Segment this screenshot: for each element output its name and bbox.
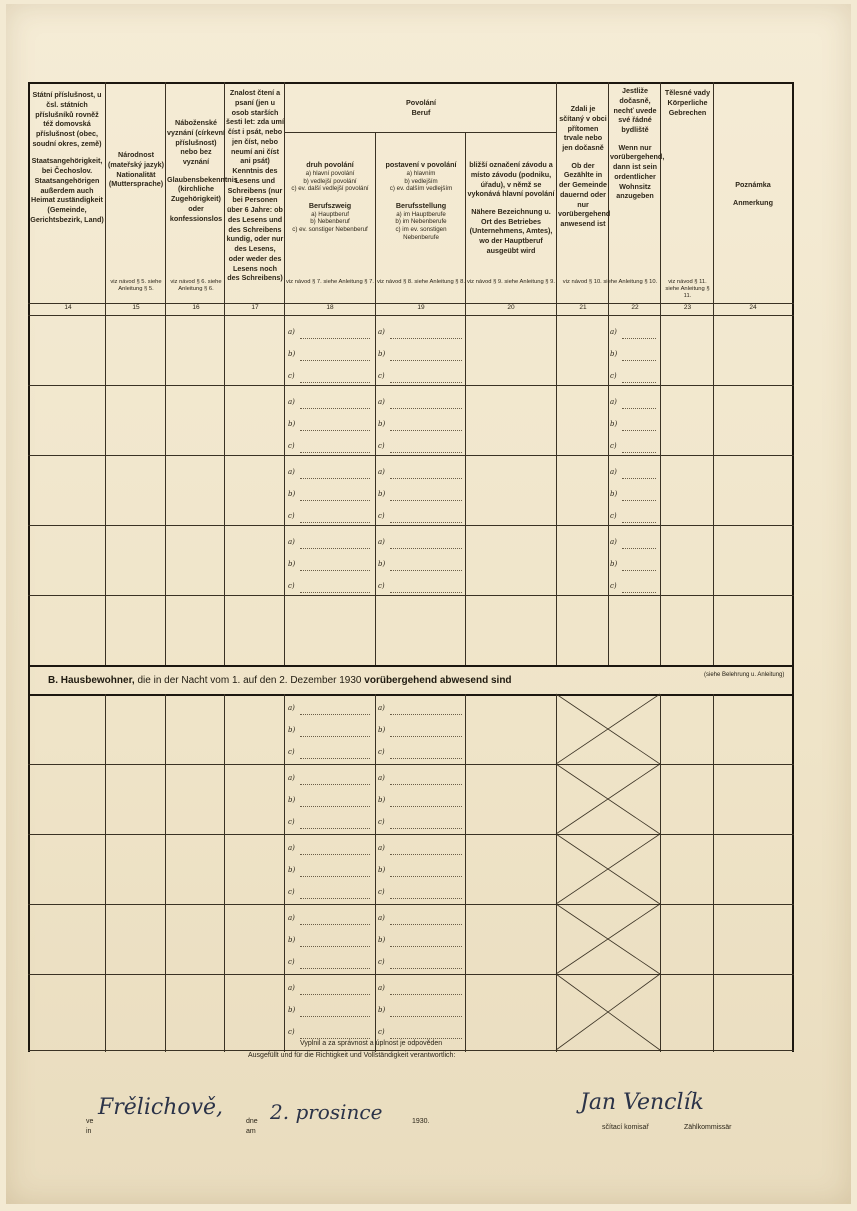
row-label: c) bbox=[288, 958, 295, 966]
row-label: a) bbox=[378, 844, 385, 852]
entry-line[interactable] bbox=[622, 338, 656, 339]
col23-ref: viz návod § 11. siehe Anleitung § 11. bbox=[665, 279, 710, 299]
col19-header: postavení v povolání a) hlavním b) vedlejším c) ev. dalším vedlejším Berufsstellung a) im Hauptberufe b) im Nebenberufe c) im ev. sonstigen Nebenberufe bbox=[385, 160, 457, 241]
col-number: 19 bbox=[417, 304, 425, 311]
row-label: b) bbox=[378, 796, 386, 804]
entry-line[interactable] bbox=[300, 548, 370, 549]
entry-line[interactable] bbox=[390, 1016, 462, 1017]
entry-line[interactable] bbox=[300, 360, 370, 361]
row-label: c) bbox=[378, 512, 385, 520]
entry-line[interactable] bbox=[390, 968, 462, 969]
signature: Jan Venclík bbox=[580, 1090, 704, 1115]
row-label: c) bbox=[610, 372, 617, 380]
col15-ref: viz návod § 5. siehe Anleitung § 5. bbox=[110, 279, 162, 292]
entry-line[interactable] bbox=[300, 452, 370, 453]
row-label: b) bbox=[378, 726, 386, 734]
row-label: a) bbox=[610, 538, 617, 546]
row-label: b) bbox=[288, 1006, 296, 1014]
row-label: b) bbox=[378, 866, 386, 874]
entry-line[interactable] bbox=[390, 382, 462, 383]
entry-line[interactable] bbox=[300, 758, 370, 759]
entry-line[interactable] bbox=[622, 570, 656, 571]
entry-line[interactable] bbox=[390, 452, 462, 453]
row-label: b) bbox=[610, 560, 618, 568]
row-label: a) bbox=[288, 468, 295, 476]
section-b-note: (siehe Belehrung u. Anleitung) bbox=[704, 672, 785, 678]
col16-header: Náboženské vyznání (církevní příslušnost) nebo bez vyznání Glaubensbekenntnis (kirchliche Zugehörigkeit) oder konfessionslos bbox=[167, 118, 238, 223]
row-label: c) bbox=[288, 748, 295, 756]
footer-dne: dne bbox=[246, 1118, 258, 1125]
col-number: 20 bbox=[507, 304, 515, 311]
row-label: c) bbox=[610, 512, 617, 520]
entry-line[interactable] bbox=[300, 784, 370, 785]
row-label: c) bbox=[378, 372, 385, 380]
row-label: a) bbox=[378, 914, 385, 922]
entry-line[interactable] bbox=[300, 946, 370, 947]
entry-line[interactable] bbox=[390, 806, 462, 807]
crossed-out-cells bbox=[556, 694, 660, 1050]
entry-line[interactable] bbox=[390, 784, 462, 785]
row-label: c) bbox=[378, 888, 385, 896]
col18-header: druh povolání a) hlavní povolání b) vedlejší povolání c) ev. další vedlejší povolání Berufszweig a) Hauptberuf b) Nebenberuf c) ev. sonstiger Nebenberuf bbox=[291, 160, 369, 233]
col23-header: Tělesné vady Körperliche Gebrechen bbox=[664, 88, 711, 117]
entry-line[interactable] bbox=[300, 1038, 370, 1039]
entry-line[interactable] bbox=[622, 592, 656, 593]
row-label: a) bbox=[378, 328, 385, 336]
row-label: b) bbox=[378, 936, 386, 944]
row-label: b) bbox=[610, 420, 618, 428]
entry-line[interactable] bbox=[622, 382, 656, 383]
row-label: a) bbox=[610, 468, 617, 476]
row-label: a) bbox=[288, 914, 295, 922]
row-label: b) bbox=[378, 1006, 386, 1014]
row-label: b) bbox=[378, 490, 386, 498]
povolani-header: Povolání Beruf bbox=[406, 98, 436, 117]
row-label: b) bbox=[288, 796, 296, 804]
row-label: c) bbox=[378, 582, 385, 590]
row-label: c) bbox=[378, 818, 385, 826]
entry-line[interactable] bbox=[622, 522, 656, 523]
entry-line[interactable] bbox=[300, 478, 370, 479]
place-handwritten: Frělichově, bbox=[98, 1095, 224, 1120]
row-label: b) bbox=[378, 420, 386, 428]
col-number: 16 bbox=[192, 304, 200, 311]
entry-line[interactable] bbox=[390, 548, 462, 549]
footer-kommissar: Zählkommissär bbox=[684, 1124, 732, 1131]
row-label: a) bbox=[378, 704, 385, 712]
row-label: a) bbox=[378, 468, 385, 476]
row-label: a) bbox=[288, 844, 295, 852]
col-number: 18 bbox=[326, 304, 334, 311]
entry-line[interactable] bbox=[300, 994, 370, 995]
entry-line[interactable] bbox=[390, 924, 462, 925]
section-b-heading bbox=[28, 666, 794, 694]
entry-line[interactable] bbox=[300, 570, 370, 571]
entry-line[interactable] bbox=[622, 360, 656, 361]
row-label: a) bbox=[378, 984, 385, 992]
col20-ref: viz návod § 9. siehe Anleitung § 9. bbox=[467, 279, 555, 285]
entry-line[interactable] bbox=[390, 876, 462, 877]
col-number: 17 bbox=[251, 304, 259, 311]
entry-line[interactable] bbox=[300, 968, 370, 969]
col21-header: Zdali je sčítaný v obci přítomen trvale nebo jen dočasně Ob der Gezählte in der Gemeinde dauernd oder nur vorübergehend anwesend ist bbox=[558, 104, 611, 228]
col16-ref: viz návod § 6. siehe Anleitung § 6. bbox=[170, 279, 222, 292]
row-label: a) bbox=[378, 538, 385, 546]
row-label: b) bbox=[288, 490, 296, 498]
row-label: a) bbox=[288, 984, 295, 992]
col14-header: Státní příslušnost, u čsl. státních příslušníků rovněž též domovská příslušnost (obec, soudní okres, země) Staatsangehörigkeit, bei Čechoslov. Staatsangehörigen außerdem auch Heimat zuständigkeit (Gemeinde, Gerichtsbezirk, Land) bbox=[30, 90, 104, 224]
entry-line[interactable] bbox=[300, 522, 370, 523]
col17-header: Znalost čtení a psaní (jen u osob starších šesti let: zda umí číst i psát, nebo jen číst, nebo neumí ani číst ani psát) Kenntnis des Lesens und Schreibens (nur bei Personen über 6 Jahre: ob des Lesens und des Schreibens kundig, oder nur des Lesens, oder weder des Lesens noch des Schreibens) bbox=[226, 88, 284, 283]
entry-line[interactable] bbox=[300, 898, 370, 899]
entry-line[interactable] bbox=[300, 1016, 370, 1017]
row-label: a) bbox=[288, 328, 295, 336]
row-label: c) bbox=[378, 442, 385, 450]
entry-line[interactable] bbox=[390, 408, 462, 409]
entry-line[interactable] bbox=[300, 408, 370, 409]
entry-line[interactable] bbox=[390, 360, 462, 361]
row-label: b) bbox=[288, 420, 296, 428]
entry-line[interactable] bbox=[390, 758, 462, 759]
entry-line[interactable] bbox=[390, 338, 462, 339]
row-label: c) bbox=[288, 582, 295, 590]
entry-line[interactable] bbox=[300, 382, 370, 383]
entry-line[interactable] bbox=[390, 1038, 462, 1039]
entry-line[interactable] bbox=[622, 500, 656, 501]
row-label: b) bbox=[378, 350, 386, 358]
entry-line[interactable] bbox=[622, 452, 656, 453]
entry-line[interactable] bbox=[390, 946, 462, 947]
row-label: c) bbox=[378, 1028, 385, 1036]
row-label: c) bbox=[288, 888, 295, 896]
entry-line[interactable] bbox=[622, 408, 656, 409]
row-label: b) bbox=[610, 490, 618, 498]
col24-header: Poznámka Anmerkung bbox=[733, 180, 773, 207]
entry-line[interactable] bbox=[390, 430, 462, 431]
row-label: a) bbox=[288, 398, 295, 406]
row-label: b) bbox=[288, 560, 296, 568]
col22-header: Jestliže dočasně, nechť uvede své řádné bydliště Wenn nur vorübergehend, dann ist sein ordentlicher Wohnsitz anzugeben bbox=[610, 86, 665, 201]
row-label: a) bbox=[288, 538, 295, 546]
entry-line[interactable] bbox=[300, 500, 370, 501]
entry-line[interactable] bbox=[390, 854, 462, 855]
footer-year: 1930. bbox=[412, 1118, 430, 1125]
row-label: c) bbox=[378, 748, 385, 756]
col-number: 22 bbox=[631, 304, 639, 311]
footer-line1: Vyplnil a za správnost a úplnost je odpověden bbox=[300, 1040, 443, 1047]
col19-ref: viz návod § 8. siehe Anleitung § 8. bbox=[377, 279, 465, 285]
row-label: b) bbox=[288, 866, 296, 874]
row-label: c) bbox=[288, 372, 295, 380]
section-b-emphasis: vorübergehend abwesend sind bbox=[364, 675, 512, 686]
entry-line[interactable] bbox=[390, 898, 462, 899]
entry-line[interactable] bbox=[300, 828, 370, 829]
entry-line[interactable] bbox=[390, 522, 462, 523]
entry-line[interactable] bbox=[390, 592, 462, 593]
entry-line[interactable] bbox=[390, 736, 462, 737]
entry-line[interactable] bbox=[390, 570, 462, 571]
col20-header: bližší označení závodu a místo závodu (podniku, úřadu), v němž se vykonává hlavní povolání Nähere Bezeichnung u. Ort des Betriebes (Unternehmens, Amtes), wo der Hauptberuf ausgeübt wird bbox=[467, 160, 555, 255]
entry-line[interactable] bbox=[390, 500, 462, 501]
row-label: c) bbox=[610, 582, 617, 590]
entry-line[interactable] bbox=[300, 876, 370, 877]
section-b-subtitle: die in der Nacht vom 1. auf den 2. Dezember 1930 bbox=[137, 675, 362, 686]
entry-line[interactable] bbox=[390, 714, 462, 715]
section-b-title: B. Hausbewohner, bbox=[48, 675, 135, 686]
entry-line[interactable] bbox=[300, 806, 370, 807]
date-handwritten: 2. prosince bbox=[270, 1100, 383, 1124]
row-label: c) bbox=[288, 1028, 295, 1036]
col-number: 15 bbox=[132, 304, 140, 311]
entry-line[interactable] bbox=[300, 736, 370, 737]
footer-am: am bbox=[246, 1128, 256, 1135]
entry-line[interactable] bbox=[300, 338, 370, 339]
row-label: c) bbox=[288, 512, 295, 520]
entry-line[interactable] bbox=[300, 714, 370, 715]
entry-line[interactable] bbox=[622, 430, 656, 431]
footer-line2: Ausgefüllt und für die Richtigkeit und Vollständigkeit verantwortlich: bbox=[248, 1052, 456, 1059]
col15-header: Národnost (mateřský jazyk) Nationalität (Muttersprache) bbox=[108, 150, 164, 189]
entry-line[interactable] bbox=[622, 548, 656, 549]
entry-line[interactable] bbox=[390, 478, 462, 479]
row-label: c) bbox=[288, 442, 295, 450]
entry-line[interactable] bbox=[390, 828, 462, 829]
col18-ref: viz návod § 7. siehe Anleitung § 7. bbox=[286, 279, 374, 285]
row-label: b) bbox=[610, 350, 618, 358]
row-label: c) bbox=[378, 958, 385, 966]
col-number: 21 bbox=[579, 304, 587, 311]
row-label: a) bbox=[610, 328, 617, 336]
col21-ref: viz návod § 10. siehe Anleitung § 10. bbox=[562, 279, 658, 285]
row-label: a) bbox=[378, 774, 385, 782]
entry-line[interactable] bbox=[390, 994, 462, 995]
row-label: b) bbox=[288, 726, 296, 734]
col-number: 24 bbox=[749, 304, 757, 311]
row-label: b) bbox=[378, 560, 386, 568]
col-number: 23 bbox=[683, 304, 692, 311]
footer-ve: ve bbox=[86, 1118, 94, 1125]
row-label: b) bbox=[288, 350, 296, 358]
entry-line[interactable] bbox=[300, 854, 370, 855]
entry-line[interactable] bbox=[300, 924, 370, 925]
entry-line[interactable] bbox=[622, 478, 656, 479]
row-label: a) bbox=[378, 398, 385, 406]
row-label: c) bbox=[288, 818, 295, 826]
entry-line[interactable] bbox=[300, 592, 370, 593]
row-label: a) bbox=[610, 398, 617, 406]
row-label: c) bbox=[610, 442, 617, 450]
footer-in: in bbox=[86, 1128, 92, 1135]
col-number: 14 bbox=[64, 304, 72, 311]
footer-komisar: sčítací komisař bbox=[602, 1124, 649, 1131]
row-label: b) bbox=[288, 936, 296, 944]
row-label: a) bbox=[288, 704, 295, 712]
entry-line[interactable] bbox=[300, 430, 370, 431]
row-label: a) bbox=[288, 774, 295, 782]
